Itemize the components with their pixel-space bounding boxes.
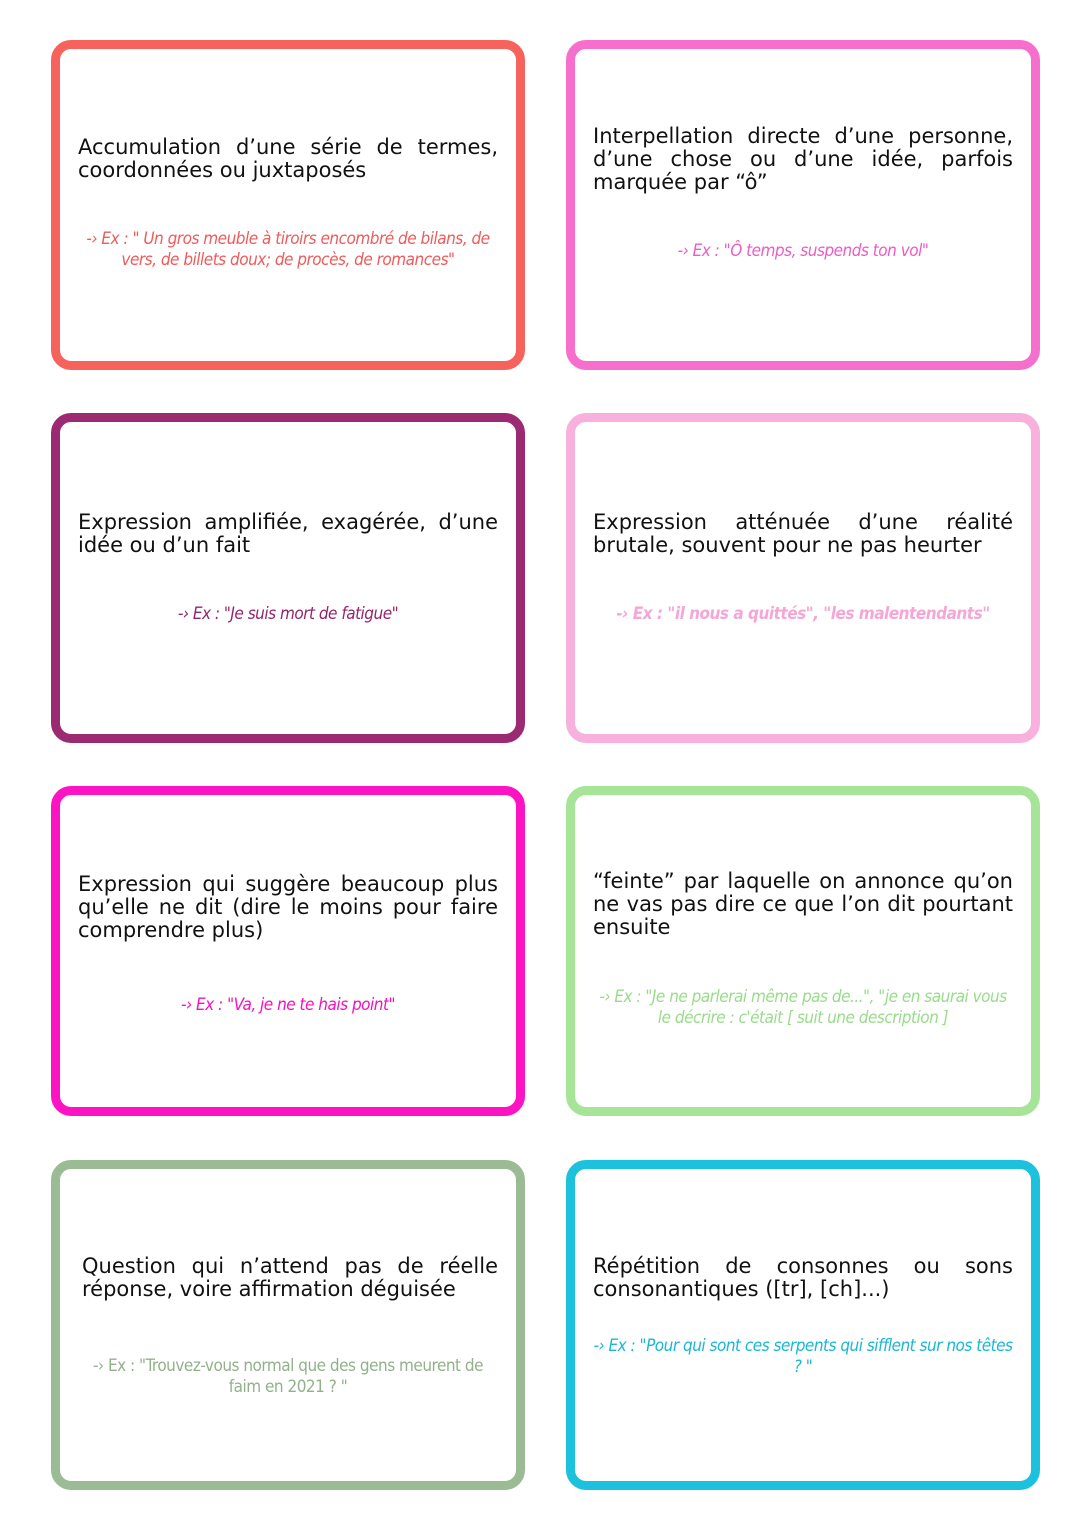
card-example: -› Ex : " Un gros meuble à tiroirs encombré de bilans, de vers, de billets doux; de procès, de romances" [86, 229, 490, 270]
card-example: -› Ex : "Trouvez-vous normal que des gens meurent de faim en 2021 ? " [92, 1356, 484, 1397]
card-alliteration [566, 1160, 1040, 1490]
card-definition: Répétition de consonnes ou sons consonantiques ([tr], [ch]...) [593, 1254, 1013, 1301]
card-euphemism [566, 413, 1040, 743]
card-example: -› Ex : "Va, je ne te hais point" [181, 995, 395, 1015]
card-accumulation [51, 40, 525, 370]
card-definition: Interpellation directe d’une personne, d’une chose ou d’une idée, parfois marquée par “ô” [593, 124, 1013, 194]
card-example: -› Ex : "Pour qui sont ces serpents qui sifflent sur nos têtes ? " [593, 1336, 1013, 1377]
card-hyperbole [51, 413, 525, 743]
card-example: -› Ex : "Ô temps, suspends ton vol" [677, 241, 929, 261]
card-definition: Expression amplifiée, exagérée, d’une idée ou d’un fait [78, 510, 498, 557]
card-definition: “feinte” par laquelle on annonce qu’on ne vas pas dire ce que l’on dit pourtant ensuite [593, 869, 1013, 939]
card-rhetorical-question [51, 1160, 525, 1490]
card-litote [51, 786, 525, 1116]
card-example: -› Ex : "Je suis mort de fatigue" [177, 604, 399, 624]
card-definition: Expression atténuée d’une réalité brutale, souvent pour ne pas heurter [593, 510, 1013, 557]
card-apostrophe [566, 40, 1040, 370]
card-example: -› Ex : "Je ne parlerai même pas de...", "je en saurai vous le décrire : c'était [ suit une description ] [599, 987, 1007, 1028]
card-definition: Expression qui suggère beaucoup plus qu’elle ne dit (dire le moins pour faire comprendre plus) [78, 872, 498, 942]
card-preterition [566, 786, 1040, 1116]
card-example: -› Ex : "il nous a quittés", "les malentendants" [616, 604, 990, 624]
card-definition: Accumulation d’une série de termes, coordonnées ou juxtaposés [78, 135, 498, 182]
card-definition: Question qui n’attend pas de réelle réponse, voire affirmation déguisée [82, 1254, 498, 1301]
